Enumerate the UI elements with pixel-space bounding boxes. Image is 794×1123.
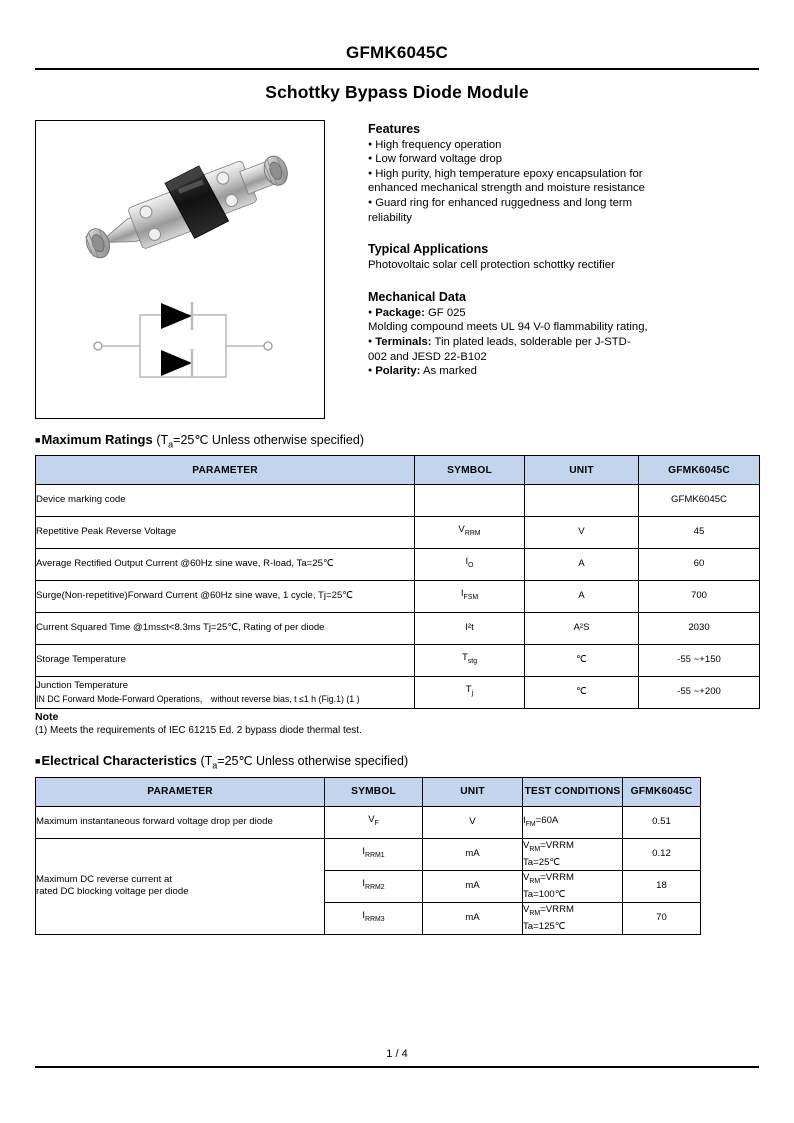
col-unit: UNIT xyxy=(423,777,523,806)
cell-unit: mA xyxy=(423,902,523,934)
cell-unit: A²S xyxy=(525,613,639,645)
col-unit: UNIT xyxy=(525,456,639,485)
cell-value: 700 xyxy=(639,581,760,613)
footer-divider xyxy=(35,1066,759,1068)
cell-symbol xyxy=(325,902,423,934)
max-ratings-heading: ■ Maximum Ratings xyxy=(35,432,153,447)
symbol-main: I xyxy=(362,909,366,921)
cell-symbol xyxy=(415,645,525,677)
cell-parameter: Current Squared Time @1ms≤t<8.3ms Tj=25℃, Rating of per diode xyxy=(36,613,415,645)
table-header-row xyxy=(36,777,701,806)
elec-char-condition xyxy=(200,754,409,771)
cond-sub: RM xyxy=(529,878,541,886)
schematic-svg xyxy=(36,297,326,407)
features-list xyxy=(368,138,759,226)
package-photo-svg xyxy=(36,127,326,295)
note-heading: Note xyxy=(35,711,59,724)
col-value: GFMK6045C xyxy=(639,456,760,485)
cell-symbol xyxy=(325,838,423,870)
cell-parameter xyxy=(36,677,415,709)
cell-value: 0.51 xyxy=(623,806,701,838)
cell-unit: V xyxy=(525,517,639,549)
mechanical-polarity xyxy=(368,364,759,379)
symbol-sub: j xyxy=(471,690,474,698)
note-block xyxy=(35,711,759,737)
cond-sub: RM xyxy=(529,910,541,918)
symbol-main: T xyxy=(465,684,472,696)
symbol-sub: RRM3 xyxy=(365,915,385,923)
symbol-sub: F xyxy=(374,819,379,827)
cell-value: -55 ~+200 xyxy=(639,677,760,709)
list-item-cont: enhanced mechanical strength and moisture resistance xyxy=(368,182,645,195)
symbol-sub: RRM xyxy=(464,530,481,538)
table-row xyxy=(36,549,760,581)
col-parameter: PARAMETER xyxy=(36,777,325,806)
cond-line2: Ta=100℃ xyxy=(523,889,566,901)
cell-value: 45 xyxy=(639,517,760,549)
product-figure-box xyxy=(35,120,325,419)
cell-unit: ℃ xyxy=(525,677,639,709)
document-header xyxy=(35,0,759,103)
max-ratings-condition xyxy=(156,432,365,450)
cell-unit: mA xyxy=(423,870,523,902)
cell-symbol: I²t xyxy=(415,613,525,645)
cond-line1 xyxy=(523,903,622,920)
terminals-line2: 002 and JESD 22-B102 xyxy=(368,350,487,363)
table-row xyxy=(36,485,760,517)
mechanical-package xyxy=(368,306,759,321)
mechanical-list xyxy=(368,306,759,379)
elec-char-heading: ■ Electrical Characteristics xyxy=(35,753,197,768)
cond-line1 xyxy=(523,871,622,888)
table-row xyxy=(36,838,701,870)
symbol-sub: O xyxy=(468,562,474,570)
col-parameter: PARAMETER xyxy=(36,456,415,485)
molding-line: Molding compound meets UL 94 V-0 flammability rating, xyxy=(368,321,648,334)
table-row xyxy=(36,677,760,709)
cond-post: =VRRM xyxy=(540,904,575,916)
terminals-value: Tin plated leads, solderable per J-STD- xyxy=(434,336,631,349)
page-footer xyxy=(35,1048,759,1068)
cond-sub: a xyxy=(212,760,218,771)
cell-parameter: Surge(Non-repetitive)Forward Current @60Hz sine wave, 1 cycle, Tj=25℃ xyxy=(36,581,415,613)
col-symbol: SYMBOL xyxy=(325,777,423,806)
cell-parameter-line1: Junction Temperature xyxy=(36,680,129,692)
cell-parameter: Average Rectified Output Current @60Hz sine wave, R-load, Ta=25℃ xyxy=(36,549,415,581)
cond-line2: Ta=125℃ xyxy=(523,921,566,933)
cond-post: =VRRM xyxy=(540,872,575,884)
list-item: ● High frequency operation xyxy=(368,138,759,153)
cond-sub: a xyxy=(168,439,174,450)
symbol-main: I xyxy=(362,845,366,857)
mechanical-terminals xyxy=(368,335,759,350)
polarity-value: As marked xyxy=(422,365,477,378)
polarity-label: Polarity: xyxy=(375,365,421,378)
cond-post: =VRRM xyxy=(540,840,575,852)
cell-symbol xyxy=(325,806,423,838)
table-row xyxy=(36,517,760,549)
cell-symbol xyxy=(415,549,525,581)
header-divider xyxy=(35,68,759,70)
cell-parameter-line2: IN DC Forward Mode-Forward Operations， without reverse bias, t ≤1 h (Fig.1) (1 ) xyxy=(36,693,360,704)
cond-sub: FM xyxy=(525,820,536,828)
cell-symbol xyxy=(415,677,525,709)
part-number: GFMK6045C xyxy=(346,43,448,62)
cell-unit: A xyxy=(525,549,639,581)
list-item: ● High purity, high temperature epoxy encapsulation for xyxy=(368,167,759,182)
cell-symbol xyxy=(325,870,423,902)
package-label: Package: xyxy=(375,306,425,319)
col-symbol: SYMBOL xyxy=(415,456,525,485)
cell-symbol xyxy=(415,485,525,517)
schematic-diagram xyxy=(36,297,324,407)
col-test-conditions: TEST CONDITIONS xyxy=(523,777,623,806)
cell-test-conditions xyxy=(523,806,623,838)
cell-unit: A xyxy=(525,581,639,613)
cell-parameter xyxy=(36,838,325,934)
symbol-main: I xyxy=(362,877,366,889)
cond-post: =60A xyxy=(535,814,559,826)
cond-sub: RM xyxy=(529,846,541,854)
cell-parameter: Storage Temperature xyxy=(36,645,415,677)
table-row xyxy=(36,645,760,677)
note-text: (1) Meets the requirements of IEC 61215 Ed. 2 bypass diode thermal test. xyxy=(35,725,362,737)
cell-value: 70 xyxy=(623,902,701,934)
specs-column xyxy=(325,120,759,379)
list-item-cont: reliability xyxy=(368,211,412,224)
cell-value: 60 xyxy=(639,549,760,581)
mechanical-heading: Mechanical Data xyxy=(368,289,466,304)
table-header-row xyxy=(36,456,760,485)
terminals-label: Terminals: xyxy=(375,336,432,349)
cell-value: 0.12 xyxy=(623,838,701,870)
cell-parameter-line2: rated DC blocking voltage per diode xyxy=(36,886,189,898)
cell-test-conditions xyxy=(523,838,623,870)
table-row xyxy=(36,613,760,645)
cond-main: V xyxy=(523,872,530,884)
elec-char-table xyxy=(35,777,701,935)
cell-parameter: Maximum instantaneous forward voltage drop per diode xyxy=(36,806,325,838)
cell-value: 18 xyxy=(623,870,701,902)
cell-value: 2030 xyxy=(639,613,760,645)
cell-parameter-line1: Maximum DC reverse current at xyxy=(36,873,172,885)
package-photo xyxy=(36,127,324,295)
table-row xyxy=(36,581,760,613)
symbol-sub: RRM1 xyxy=(365,851,385,859)
package-value: GF 025 xyxy=(428,306,466,319)
cell-parameter: Repetitive Peak Reverse Voltage xyxy=(36,517,415,549)
col-value: GFMK6045C xyxy=(623,777,701,806)
symbol-main: I xyxy=(465,556,469,568)
symbol-main: I xyxy=(460,588,464,600)
cond-main: V xyxy=(523,840,530,852)
cond-main: V xyxy=(523,904,530,916)
symbol-main: V xyxy=(458,524,465,536)
max-ratings-title xyxy=(35,432,759,453)
cell-value: -55 ~+150 xyxy=(639,645,760,677)
cell-symbol xyxy=(415,581,525,613)
elec-char-title xyxy=(35,753,759,774)
cell-unit: V xyxy=(423,806,523,838)
cond-post: =25℃ Unless otherwise specified) xyxy=(173,432,365,447)
cond-main: I xyxy=(523,814,526,826)
cell-value: GFMK6045C xyxy=(639,485,760,517)
applications-text: Photovoltaic solar cell protection schottky rectifier xyxy=(368,259,615,272)
cell-parameter: Device marking code xyxy=(36,485,415,517)
cell-unit xyxy=(525,485,639,517)
cell-test-conditions xyxy=(523,902,623,934)
cond-line2: Ta=25℃ xyxy=(523,857,561,869)
overview-section xyxy=(35,120,759,419)
symbol-sub: FSM xyxy=(463,594,479,602)
cond-pre: (T xyxy=(156,432,169,447)
page-title: Schottky Bypass Diode Module xyxy=(265,81,529,102)
list-item: ● Low forward voltage drop xyxy=(368,152,759,167)
cond-line1 xyxy=(523,839,622,856)
symbol-sub: stg xyxy=(467,658,478,666)
cell-unit: mA xyxy=(423,838,523,870)
features-heading: Features xyxy=(368,121,421,136)
cell-unit: ℃ xyxy=(525,645,639,677)
list-item: ● Guard ring for enhanced ruggedness and long term xyxy=(368,196,759,211)
symbol-main: T xyxy=(461,652,468,664)
symbol-sub: RRM2 xyxy=(365,883,385,891)
page-number: 1 / 4 xyxy=(386,1048,408,1060)
cell-symbol xyxy=(415,517,525,549)
cond-pre: (T xyxy=(200,754,213,769)
table-row xyxy=(36,806,701,838)
applications-heading: Typical Applications xyxy=(368,242,489,257)
symbol-main: V xyxy=(368,813,375,825)
cond-post: =25℃ Unless otherwise specified) xyxy=(217,754,409,769)
max-ratings-table xyxy=(35,455,760,709)
cell-test-conditions xyxy=(523,870,623,902)
